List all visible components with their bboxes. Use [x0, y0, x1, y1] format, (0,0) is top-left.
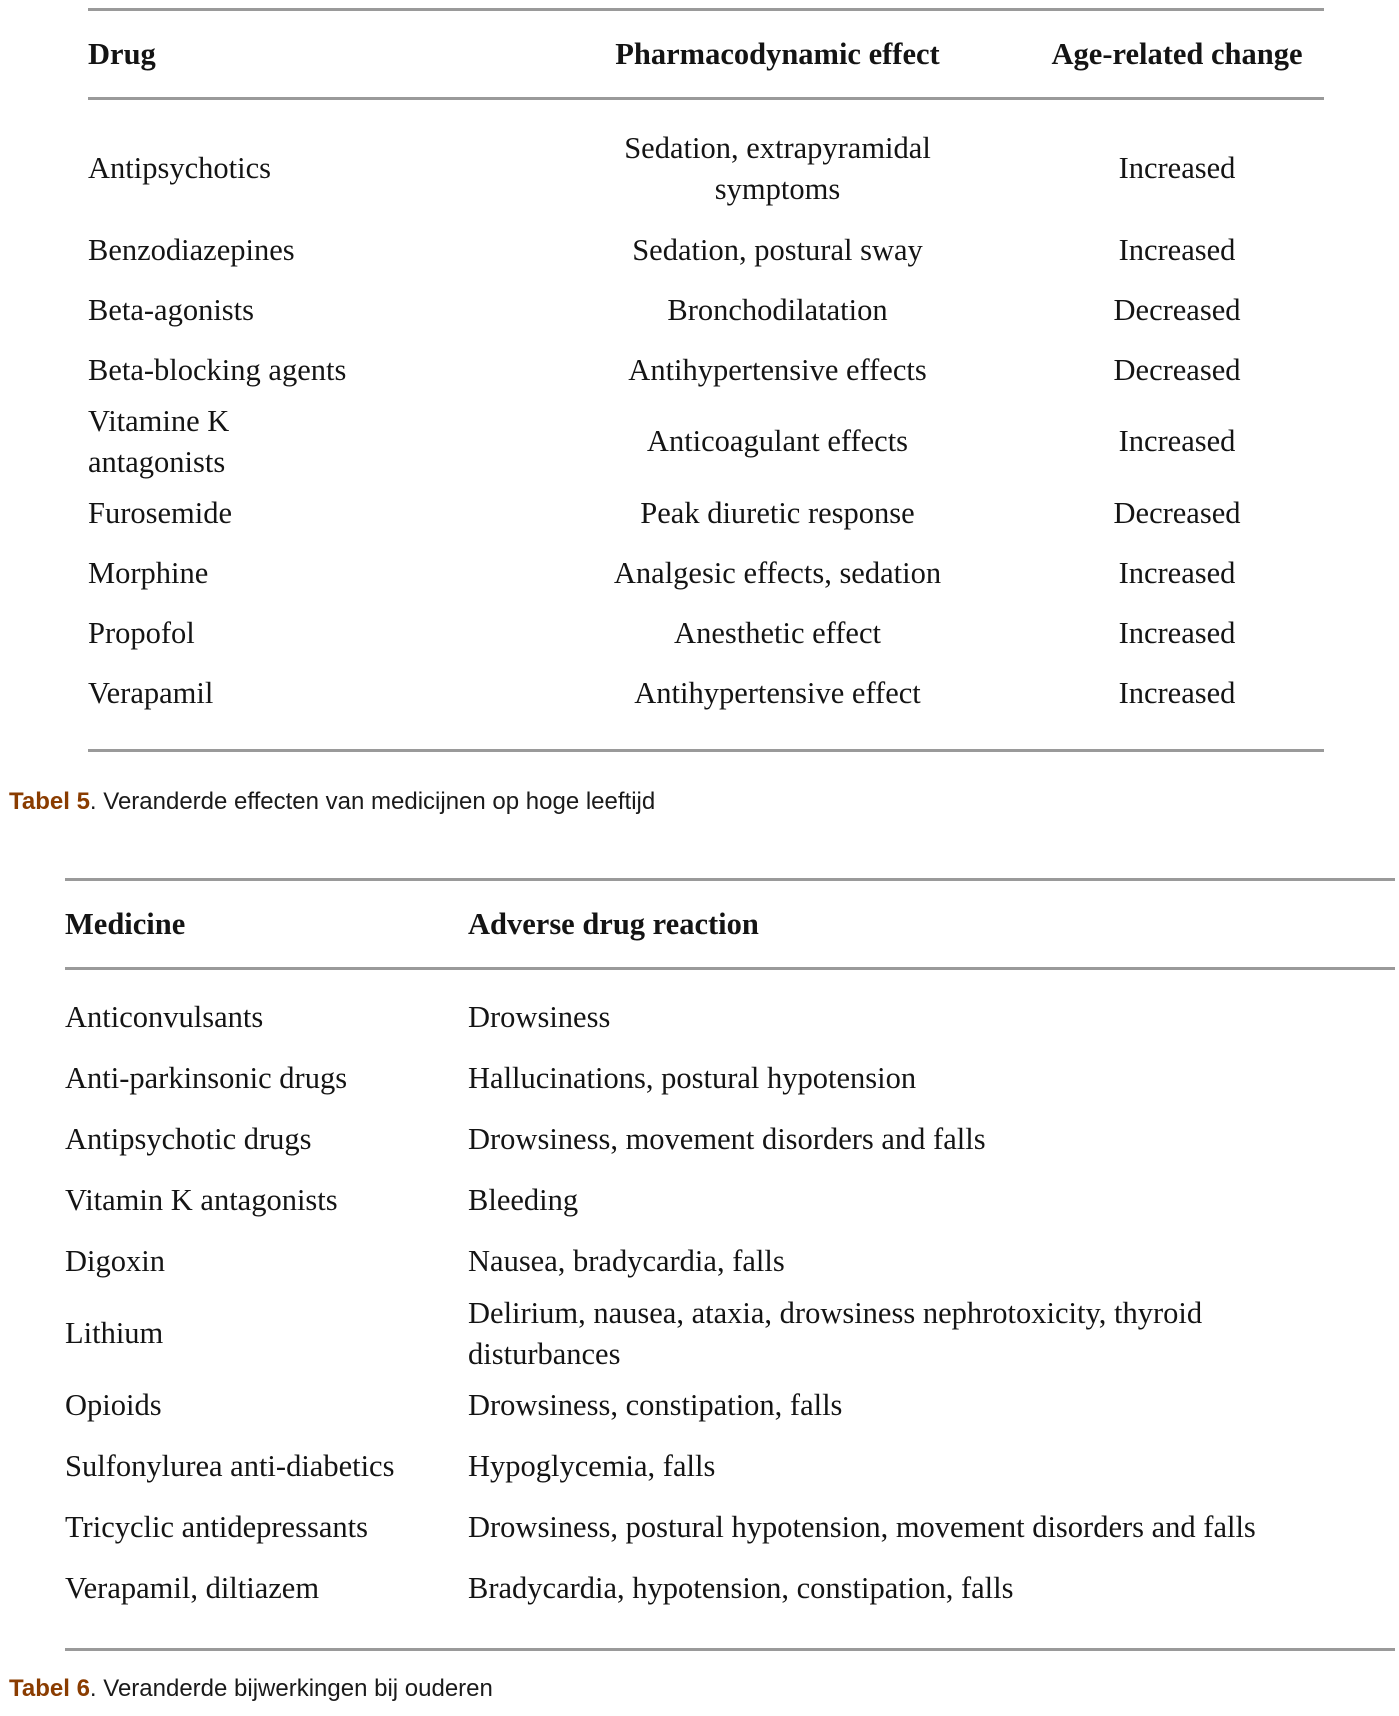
- table-row: [88, 340, 1324, 400]
- table6-cell-reaction: Drowsiness, constipation, falls: [468, 1388, 843, 1422]
- table-row: [65, 1292, 1395, 1375]
- table5-cell-effect: [525, 97, 1030, 220]
- table5-caption-label: Tabel 5: [9, 788, 90, 815]
- table-row: [88, 97, 1324, 220]
- table5-cell-change: Increased: [1118, 675, 1236, 710]
- table-row: [65, 1436, 1395, 1497]
- table-row: [65, 1109, 1395, 1170]
- table-row: [88, 220, 1324, 280]
- table-row: [88, 603, 1324, 663]
- table5-cell-drug: Propofol: [88, 615, 195, 650]
- table5-cell-change: Decreased: [1113, 352, 1241, 387]
- table6-cell-reaction: Drowsiness, postural hypotension, movement disorders and falls: [468, 1510, 1256, 1544]
- table5-cell-effect: Bronchodilatation: [667, 292, 888, 327]
- table5-top-rule: [88, 8, 1324, 11]
- table5-cell-drug: Verapamil: [88, 675, 214, 710]
- table6-cell-medicine: Sulfonylurea anti-diabetics: [65, 1449, 395, 1483]
- table-row: [65, 1375, 1395, 1436]
- table6-caption-text: . Veranderde bijwerkingen bij ouderen: [89, 1675, 493, 1702]
- table5-cell-change: Increased: [1118, 424, 1236, 458]
- table-row: [88, 483, 1324, 543]
- table-row: [65, 1497, 1395, 1558]
- table-row: [65, 1170, 1395, 1231]
- table6-cell-medicine: Tricyclic antidepressants: [65, 1510, 368, 1544]
- table6-cell-reaction: Bleeding: [468, 1183, 579, 1217]
- table6-cell-medicine: Lithium: [65, 1316, 164, 1350]
- table5-header-row: [88, 12, 1324, 97]
- table6-bottom-rule: [65, 1648, 1395, 1651]
- table5-cell-drug-text: Vitamine K antagonists: [88, 403, 230, 479]
- table-row: [88, 280, 1324, 340]
- table5-cell-effect: Antihypertensive effects: [628, 352, 927, 387]
- table6-cell-reaction-text: Delirium, nausea, ataxia, drowsiness nephrotoxicity, thyroid disturbances: [468, 1295, 1203, 1371]
- table5-cell-drug: Morphine: [88, 555, 209, 590]
- table5-cell-effect: Anesthetic effect: [674, 615, 881, 650]
- table6-cell-reaction: [468, 1292, 1395, 1375]
- table5-cell-effect: Anticoagulant effects: [646, 424, 909, 458]
- table5-cell-effect: Analgesic effects, sedation: [613, 555, 942, 590]
- table6-cell-reaction: Drowsiness: [468, 1000, 611, 1034]
- table5-caption: [9, 788, 655, 816]
- table6-header-medicine: Medicine: [65, 907, 186, 941]
- table5-cell-drug: Benzodiazepines: [88, 232, 295, 267]
- table5-cell-effect: Peak diuretic response: [640, 495, 915, 530]
- table5-cell-change: Decreased: [1113, 495, 1241, 530]
- table6-top-rule: [65, 878, 1395, 881]
- table5-header-age-related-change: Age-related change: [1051, 37, 1303, 71]
- table6-cell-medicine: Opioids: [65, 1388, 162, 1422]
- table6-cell-reaction: Bradycardia, hypotension, constipation, falls: [468, 1571, 1014, 1605]
- table6-cell-medicine: Digoxin: [65, 1244, 165, 1278]
- table5-cell-change: Increased: [1118, 615, 1236, 650]
- table5-cell-change: Decreased: [1113, 292, 1241, 327]
- table5-cell-drug: Beta-agonists: [88, 292, 255, 327]
- table5: [88, 12, 1324, 723]
- table-row: [65, 967, 1395, 1048]
- table6-cell-reaction: Hallucinations, postural hypotension: [468, 1061, 917, 1095]
- table6-cell-reaction: Drowsiness, movement disorders and falls: [468, 1122, 986, 1156]
- table-row: [88, 663, 1324, 723]
- table-row: [88, 400, 1324, 483]
- table6-caption-label: Tabel 6: [9, 1675, 90, 1702]
- table6-cell-medicine: Anticonvulsants: [65, 1000, 264, 1034]
- table5-cell-change: Increased: [1118, 232, 1236, 267]
- table5-caption-text: . Veranderde effecten van medicijnen op hoge leeftijd: [89, 788, 656, 815]
- table6-cell-medicine: Verapamil, diltiazem: [65, 1571, 320, 1605]
- table-row: [88, 543, 1324, 603]
- table6-header-adverse-drug-reaction: Adverse drug reaction: [468, 907, 759, 941]
- table6-cell-medicine: Antipsychotic drugs: [65, 1122, 312, 1156]
- table6: [65, 882, 1395, 1619]
- table6-caption: [9, 1675, 493, 1703]
- table5-cell-effect-text: Sedation, extrapyramidal symptoms: [624, 130, 931, 206]
- table5-cell-effect: Antihypertensive effect: [634, 675, 921, 710]
- table5-cell-change: Increased: [1118, 151, 1236, 185]
- table5-bottom-rule: [88, 749, 1324, 752]
- table-row: [65, 1048, 1395, 1109]
- table6-cell-reaction: Nausea, bradycardia, falls: [468, 1244, 785, 1278]
- table5-cell-drug: Furosemide: [88, 495, 233, 530]
- table5-cell-drug: Antipsychotics: [88, 151, 271, 185]
- table-row: [65, 1558, 1395, 1619]
- table5-cell-effect: Sedation, postural sway: [632, 232, 923, 267]
- table5-cell-drug: Beta-blocking agents: [88, 352, 347, 387]
- table-row: [65, 1231, 1395, 1292]
- table6-header-row: [65, 882, 1395, 967]
- table5-header-pharmacodynamic-effect: Pharmacodynamic effect: [615, 37, 940, 71]
- table5-cell-change: Increased: [1118, 555, 1236, 590]
- table5-header-drug: Drug: [88, 37, 156, 71]
- table6-cell-medicine: Anti-parkinsonic drugs: [65, 1061, 348, 1095]
- table6-cell-reaction: Hypoglycemia, falls: [468, 1449, 716, 1483]
- table5-cell-drug: [88, 400, 525, 483]
- table6-cell-medicine: Vitamin K antagonists: [65, 1183, 338, 1217]
